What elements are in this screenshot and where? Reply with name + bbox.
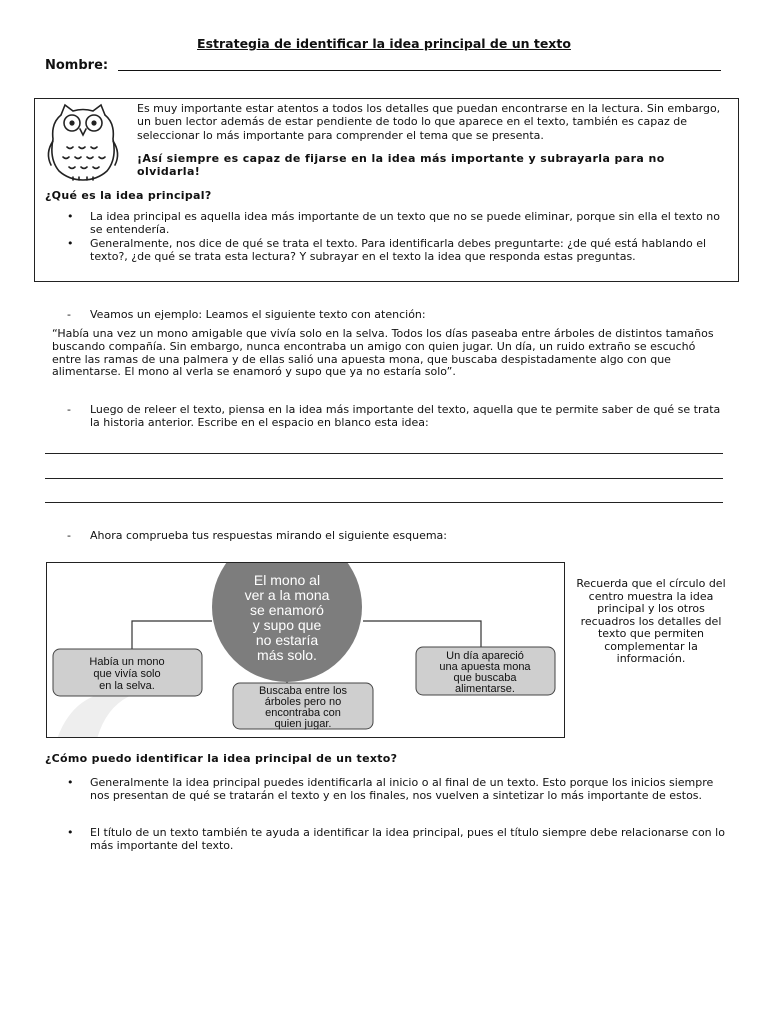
list-item xyxy=(67,308,725,322)
svg-text:no estaría xyxy=(256,632,318,648)
example-intro: Veamos un ejemplo: Leamos el siguiente texto con atención: xyxy=(90,308,426,321)
detail-bottom-line: quien jugar. xyxy=(274,718,332,730)
name-label: Nombre: xyxy=(45,58,109,73)
name-field[interactable] xyxy=(118,70,721,71)
svg-text:más solo. xyxy=(257,647,317,663)
bullet-icon: • xyxy=(67,237,74,250)
center-line: El mono al xyxy=(253,572,321,588)
detail-right-line: alimentarse. xyxy=(455,683,515,695)
background-swoosh xyxy=(57,691,137,738)
answer-line[interactable] xyxy=(45,453,723,454)
dash-marker: - xyxy=(67,529,71,542)
center-line: se enamoró xyxy=(250,602,324,618)
list-item-text: Generalmente la idea principal puedes identificarla al inicio o al final de un texto. Esto porque los inicios siempre nos presentan de qué se tratarán el texto y en los finales, nos vuelven a sintetizar lo más importante de estos. xyxy=(90,776,714,802)
svg-text:y supo que xyxy=(253,617,322,633)
section-heading-como: ¿Cómo puedo identificar la idea principal de un texto? xyxy=(45,752,398,765)
detail-right-line: que buscaba xyxy=(453,672,517,684)
svg-text:El mono al xyxy=(254,572,320,588)
answer-line[interactable] xyxy=(45,502,723,503)
page-title: Estrategia de identificar la idea principal de un texto xyxy=(197,36,571,51)
svg-text:se enamoró xyxy=(250,602,324,618)
svg-text:ver a la mona xyxy=(245,587,330,603)
intro-paragraph: Es muy importante estar atentos a todos los detalles que puedan encontrarse en la lectura. Sin embargo, un buen lector además de estar pendiente de todo lo que aparece en el texto, también es capaz de seleccionar lo más importante para comprender el tema que se presenta. xyxy=(137,102,721,142)
answer-line[interactable] xyxy=(45,478,723,479)
detail-right-line: Un día apareció xyxy=(446,650,524,662)
detail-right-line: una apuesta mona xyxy=(439,661,531,673)
bullet-icon: • xyxy=(67,776,74,789)
instruction-text: Luego de releer el texto, piensa en la idea más importante del texto, aquella que te permite saber de qué se trata la historia anterior. Escribe en el espacio en blanco esta idea: xyxy=(90,403,721,429)
owl-icon xyxy=(43,103,123,181)
center-line: ver a la mona xyxy=(244,587,330,603)
center-line: y supo que xyxy=(252,617,322,633)
diagram-svg xyxy=(47,563,565,738)
list-item xyxy=(67,210,725,238)
bullet-icon: • xyxy=(67,210,74,223)
detail-bottom-line: árboles pero no xyxy=(264,696,342,708)
section-heading-que-es: ¿Qué es la idea principal? xyxy=(45,189,212,202)
detail-left-line: Había un mono xyxy=(89,656,165,668)
list-item xyxy=(67,237,725,279)
detail-left-line: en la selva. xyxy=(99,680,155,692)
list-item xyxy=(67,776,725,816)
intro-bold-text: ¡Así siempre es capaz de fijarse en la idea más importante y subrayarla para no olvidarla! xyxy=(137,152,665,179)
list-item-text: La idea principal es aquella idea más importante de un texto que no se puede eliminar, porque sin ella el texto no se entendería. xyxy=(90,210,720,236)
diagram-note: Recuerda que el círculo del centro muestra la idea principal y los otros recuadros los detalles del texto que permiten complementar la información. xyxy=(576,577,726,665)
list-item-text: El título de un texto también te ayuda a identificar la idea principal, pues el título siempre debe relacionarse con lo más importante del texto. xyxy=(90,826,725,852)
check-instruction: Ahora comprueba tus respuestas mirando el siguiente esquema: xyxy=(90,529,448,542)
list-item-text: Generalmente, nos dice de qué se trata el texto. Para identificarla debes preguntarte: ¿de qué está hablando el texto?, ¿de qué se trata esta lectura? Y subrayar en el texto la idea que responda estas preguntas. xyxy=(90,237,707,263)
dash-marker: - xyxy=(67,403,71,416)
main-idea-diagram xyxy=(46,562,565,738)
list-item xyxy=(67,403,725,431)
list-item xyxy=(67,826,725,854)
detail-bottom-line: encontraba con xyxy=(265,707,341,719)
main-idea-text xyxy=(245,572,330,663)
dash-marker: - xyxy=(67,308,71,321)
detail-left-line: que vivía solo xyxy=(93,668,161,680)
bullet-icon: • xyxy=(67,826,74,839)
center-line: más solo. xyxy=(257,647,317,663)
list-item xyxy=(67,529,725,543)
story-text: “Había una vez un mono amigable que vivía solo en la selva. Todos los días paseaba entre árboles de distintos tamaños buscando compañía. Sin embargo, nunca encontraba un amigo con quien jugar. Un día, un ruido extraño se escuchó entre las ramas de una palmera y de ellas salió una apuesta mona, que buscaba despistadamente algo con que alimentarse. El mono al verla se enamoró y supo que ya no estaría solo”. xyxy=(52,327,714,379)
detail-bottom-line: Buscaba entre los xyxy=(258,685,348,697)
center-line: no estaría xyxy=(255,632,319,648)
